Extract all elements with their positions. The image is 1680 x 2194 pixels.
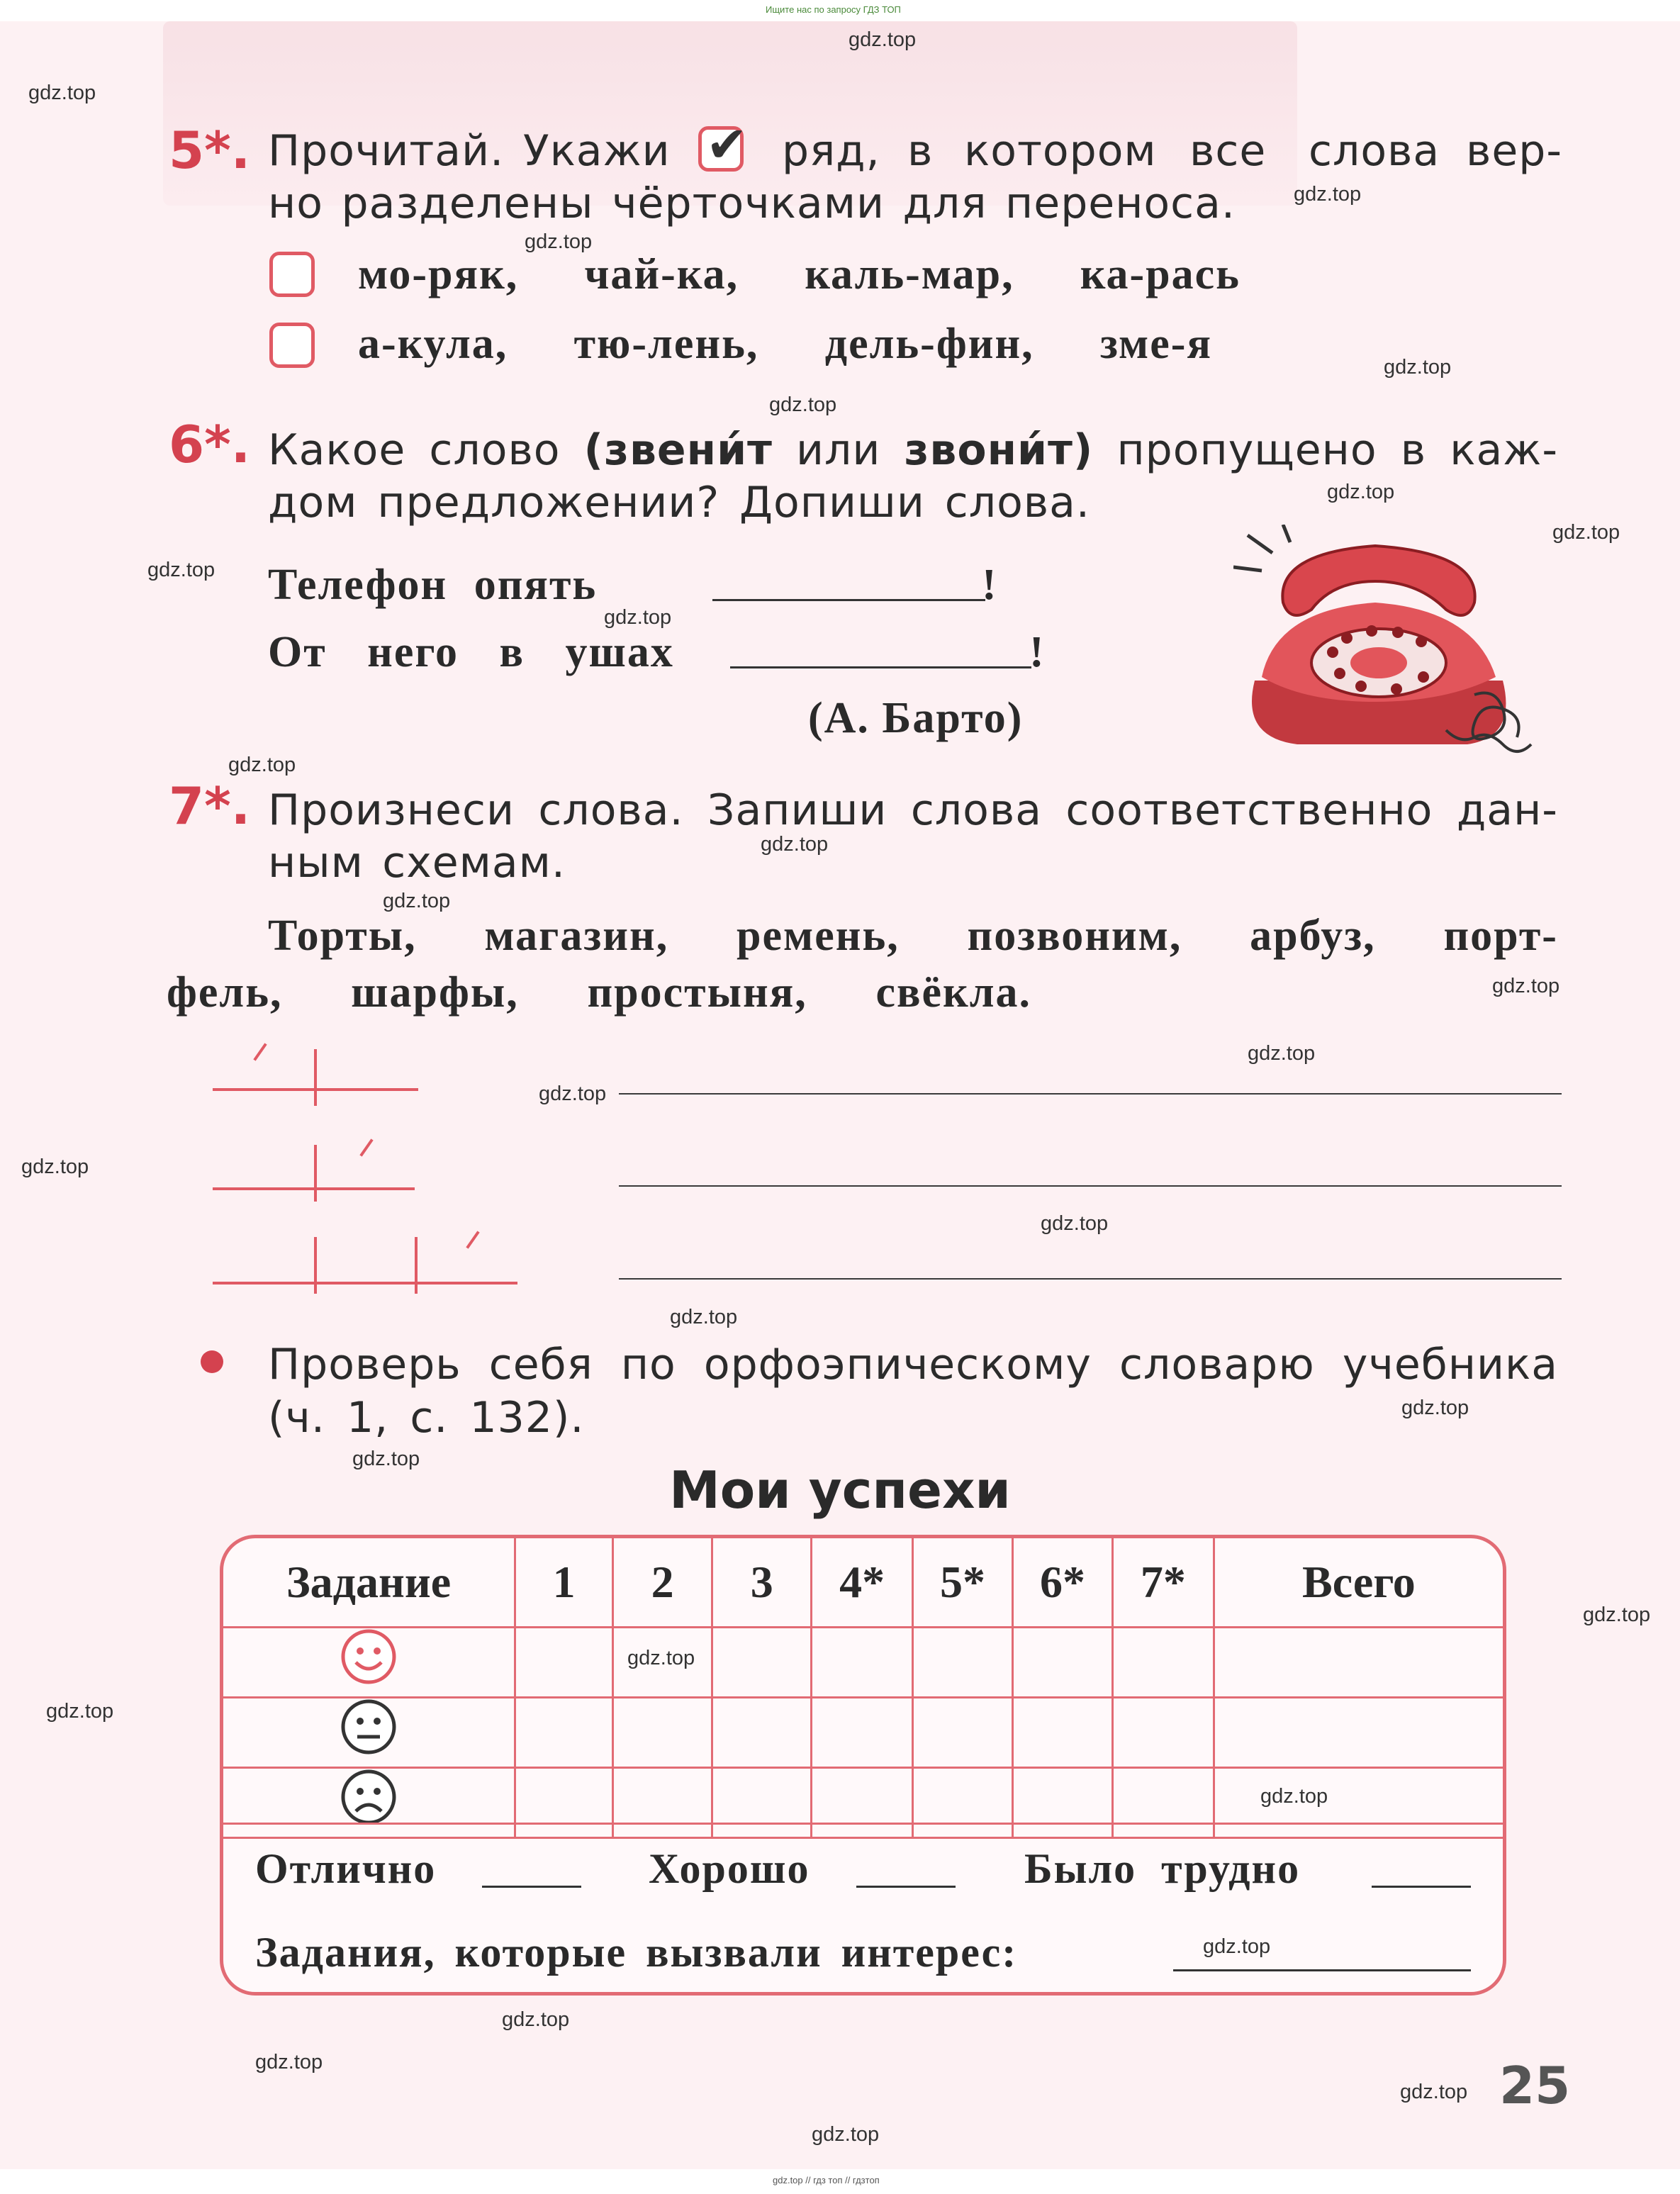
accent-mark: [359, 1138, 373, 1156]
word: пропущено: [1116, 425, 1377, 475]
watermark: gdz.top: [1384, 356, 1452, 379]
poem-line1: Телефон опять: [268, 561, 598, 609]
word: соответственно: [1065, 785, 1433, 835]
answer-line-1[interactable]: [619, 1093, 1562, 1095]
word: ряд,: [782, 126, 880, 176]
task7-line2: [268, 838, 566, 888]
watermark: gdz.top: [46, 1700, 114, 1723]
interest-blank[interactable]: [1173, 1969, 1471, 1971]
word: орфоэпическому: [703, 1340, 1092, 1389]
rating-cell: [223, 1697, 515, 1767]
word: зме-я: [1100, 320, 1212, 368]
word: вер-: [1466, 126, 1563, 176]
score-cell[interactable]: [515, 1627, 613, 1697]
check-line1: [268, 1340, 1558, 1389]
task6-line1: [268, 425, 1558, 475]
word: простыня,: [587, 968, 807, 1017]
score-cell[interactable]: [1112, 1767, 1214, 1837]
header-cell: 1: [515, 1538, 613, 1627]
task7-words1: [268, 911, 1558, 961]
table-row: [223, 1627, 1503, 1697]
answer-line-2[interactable]: [619, 1185, 1562, 1187]
watermark: gdz.top: [1552, 521, 1620, 544]
telephone-icon: [1233, 525, 1559, 766]
watermark: gdz.top: [255, 2051, 323, 2073]
poem-blank1[interactable]: [712, 599, 985, 601]
task6-number: 6*.: [169, 415, 251, 474]
accent-mark: [253, 1043, 267, 1060]
total-cell[interactable]: [1214, 1697, 1503, 1767]
poem-author: (А. Барто): [808, 694, 1024, 742]
poem-excl2: !: [1029, 628, 1046, 676]
watermark: gdz.top: [1583, 1603, 1651, 1626]
answer-line-3[interactable]: [619, 1278, 1562, 1280]
watermark: gdz.top: [502, 2008, 570, 2031]
option1-text: [358, 250, 1241, 300]
watermark: gdz.top: [28, 82, 96, 104]
word: слова: [1309, 126, 1440, 176]
success-title: Мои успехи: [669, 1460, 1011, 1520]
word: слова.: [944, 478, 1090, 527]
header-cell: 5*: [913, 1538, 1013, 1627]
option2-text: [358, 319, 1212, 369]
watermark: gdz.top: [761, 833, 829, 856]
watermark: gdz.top: [1492, 975, 1560, 997]
score-cell[interactable]: [913, 1767, 1013, 1837]
word: в: [907, 126, 934, 176]
header-cell: 4*: [812, 1538, 913, 1627]
word: каж-: [1450, 425, 1558, 475]
score-cell[interactable]: [515, 1697, 613, 1767]
watermark: gdz.top: [670, 1306, 738, 1328]
header-cell: 2: [613, 1538, 712, 1627]
word: магазин,: [484, 912, 669, 960]
rating-excellent: Отлично: [255, 1845, 437, 1892]
header-cell: Задание: [223, 1538, 515, 1627]
poem-line2: От него в ушах: [268, 628, 674, 676]
word: ка-рась: [1080, 250, 1241, 298]
word: предложении?: [377, 478, 720, 527]
word: Какое: [268, 425, 406, 475]
watermark: gdz.top: [1294, 183, 1362, 206]
word: Допиши: [739, 478, 925, 527]
word: фель,: [167, 968, 283, 1017]
score-cell[interactable]: [913, 1627, 1013, 1697]
word: чёрточками: [612, 179, 885, 228]
word: а-кула,: [358, 320, 508, 368]
score-cell[interactable]: [712, 1697, 812, 1767]
word-bold: (звени́т: [583, 425, 773, 475]
watermark: gdz.top: [539, 1082, 607, 1105]
bullet-icon: [201, 1350, 223, 1373]
score-cell[interactable]: [913, 1697, 1013, 1767]
header-cell: 3: [712, 1538, 812, 1627]
watermark: gdz.top: [147, 559, 215, 581]
rating-good: Хорошо: [649, 1845, 810, 1892]
score-cell[interactable]: [712, 1627, 812, 1697]
word: тю-лень,: [573, 320, 759, 368]
page-number: 25: [1499, 2056, 1571, 2115]
score-cell[interactable]: [613, 1767, 712, 1837]
word: разделены: [341, 179, 594, 228]
score-cell[interactable]: [712, 1767, 812, 1837]
word: слова.: [538, 785, 684, 835]
option1-checkbox[interactable]: [269, 252, 315, 297]
sad-face-icon: [340, 1769, 397, 1825]
watermark-bottom: gdz.top // гдз топ // гдзтоп: [773, 2175, 880, 2185]
word: переноса.: [1005, 179, 1236, 228]
watermark: gdz.top: [1401, 1397, 1469, 1419]
score-cell[interactable]: [1112, 1697, 1214, 1767]
task7-words2: [167, 968, 1031, 1018]
watermark: gdz.top: [1041, 1212, 1109, 1235]
word: котором: [964, 126, 1157, 176]
score-cell[interactable]: [812, 1627, 913, 1697]
watermark: gdz.top: [1260, 1785, 1328, 1808]
interest-label: Задания, которые вызвали интерес:: [255, 1929, 1018, 1976]
task5-line1: [268, 126, 1563, 183]
check-line2: (ч. 1, с. 132).: [268, 1393, 585, 1443]
word: Запиши: [707, 785, 887, 835]
good-blank[interactable]: [856, 1886, 956, 1888]
watermark: gdz.top: [812, 2123, 880, 2146]
scheme-divider: [415, 1237, 418, 1294]
happy-face-icon: [340, 1628, 397, 1685]
header-cell: Всего: [1214, 1538, 1503, 1627]
rating-hard: Было трудно: [1024, 1845, 1301, 1892]
table-header-row: [223, 1538, 1503, 1627]
score-cell[interactable]: [812, 1697, 913, 1767]
table-row: [223, 1697, 1503, 1767]
task6-line2: [268, 478, 1090, 527]
rating-cell: [223, 1627, 515, 1697]
total-cell[interactable]: [1214, 1627, 1503, 1697]
word: дан-: [1456, 785, 1558, 835]
word: Торты,: [268, 912, 417, 960]
hard-blank[interactable]: [1372, 1886, 1471, 1888]
word: слово: [429, 425, 561, 475]
word: ремень,: [736, 912, 900, 960]
word: позвоним,: [967, 912, 1182, 960]
task7-number: 7*.: [169, 776, 251, 836]
word: арбуз,: [1250, 912, 1376, 960]
word: или: [796, 425, 881, 475]
task7-line1: [268, 785, 1558, 835]
total-cell[interactable]: [1214, 1767, 1503, 1837]
score-cell[interactable]: [812, 1767, 913, 1837]
word: свёкла.: [875, 968, 1031, 1017]
word: все: [1189, 126, 1267, 176]
word: каль-мар,: [805, 250, 1014, 298]
rating-cell: [223, 1767, 515, 1837]
word: порт-: [1443, 912, 1558, 960]
word: Прочитай.: [268, 126, 505, 176]
watermark: gdz.top: [228, 754, 296, 776]
watermark: gdz.top: [525, 230, 593, 253]
scheme-line: [213, 1282, 517, 1285]
task5-line2: [268, 179, 1236, 228]
option2-checkbox[interactable]: [269, 323, 315, 368]
watermark: gdz.top: [1400, 2081, 1468, 2103]
watermark: gdz.top: [1327, 481, 1395, 503]
poem-excl1: !: [982, 561, 998, 609]
watermark: gdz.top: [383, 890, 451, 912]
word: шарфы,: [351, 968, 519, 1017]
word: слова: [910, 785, 1042, 835]
score-cell[interactable]: [1013, 1627, 1113, 1697]
word: дель-фин,: [824, 320, 1034, 368]
watermark: gdz.top: [604, 606, 672, 629]
word: но: [268, 179, 323, 228]
word-bold: звони́т): [904, 425, 1094, 475]
score-cell[interactable]: [1112, 1627, 1214, 1697]
watermark: gdz.top: [1248, 1042, 1316, 1065]
word: в: [1400, 425, 1427, 475]
word: схемам.: [382, 838, 566, 888]
accent-mark: [466, 1231, 479, 1248]
excellent-blank[interactable]: [482, 1886, 581, 1888]
watermark: gdz.top: [849, 28, 917, 51]
word: для: [902, 179, 987, 228]
watermark: gdz.top: [1203, 1935, 1271, 1958]
word: ным: [268, 838, 364, 888]
scheme-divider: [314, 1049, 317, 1106]
word: Проверь: [268, 1340, 461, 1389]
watermark: gdz.top: [769, 393, 837, 416]
task5-number: 5*.: [169, 121, 251, 180]
word: мо-ряк,: [358, 250, 519, 298]
neutral-face-icon: [340, 1698, 397, 1755]
header-cell: 6*: [1013, 1538, 1113, 1627]
table-divider: [223, 1823, 1506, 1825]
poem-blank2[interactable]: [730, 666, 1031, 668]
watermark: gdz.top: [627, 1647, 695, 1669]
scheme-divider: [314, 1145, 317, 1202]
word: словарю: [1119, 1340, 1315, 1389]
word: дом: [268, 478, 358, 527]
header-cell: 7*: [1112, 1538, 1214, 1627]
word: Укажи: [523, 126, 671, 176]
example-checkbox: [698, 117, 748, 172]
score-cell[interactable]: [1013, 1697, 1113, 1767]
watermark: gdz.top: [21, 1155, 89, 1178]
word: учебника: [1342, 1340, 1558, 1389]
score-cell[interactable]: [515, 1767, 613, 1837]
success-table: [220, 1535, 1506, 1996]
word: себя: [488, 1340, 593, 1389]
checkmark-icon: ✔: [706, 117, 748, 172]
watermark-top: Ищите нас по запросу ГДЗ ТОП: [766, 4, 901, 15]
word: чай-ка,: [584, 250, 739, 298]
scheme-divider: [314, 1237, 317, 1294]
word: по: [620, 1340, 676, 1389]
watermark: gdz.top: [352, 1448, 420, 1470]
score-cell[interactable]: [1013, 1767, 1113, 1837]
word: Произнеси: [268, 785, 515, 835]
score-cell[interactable]: [613, 1697, 712, 1767]
